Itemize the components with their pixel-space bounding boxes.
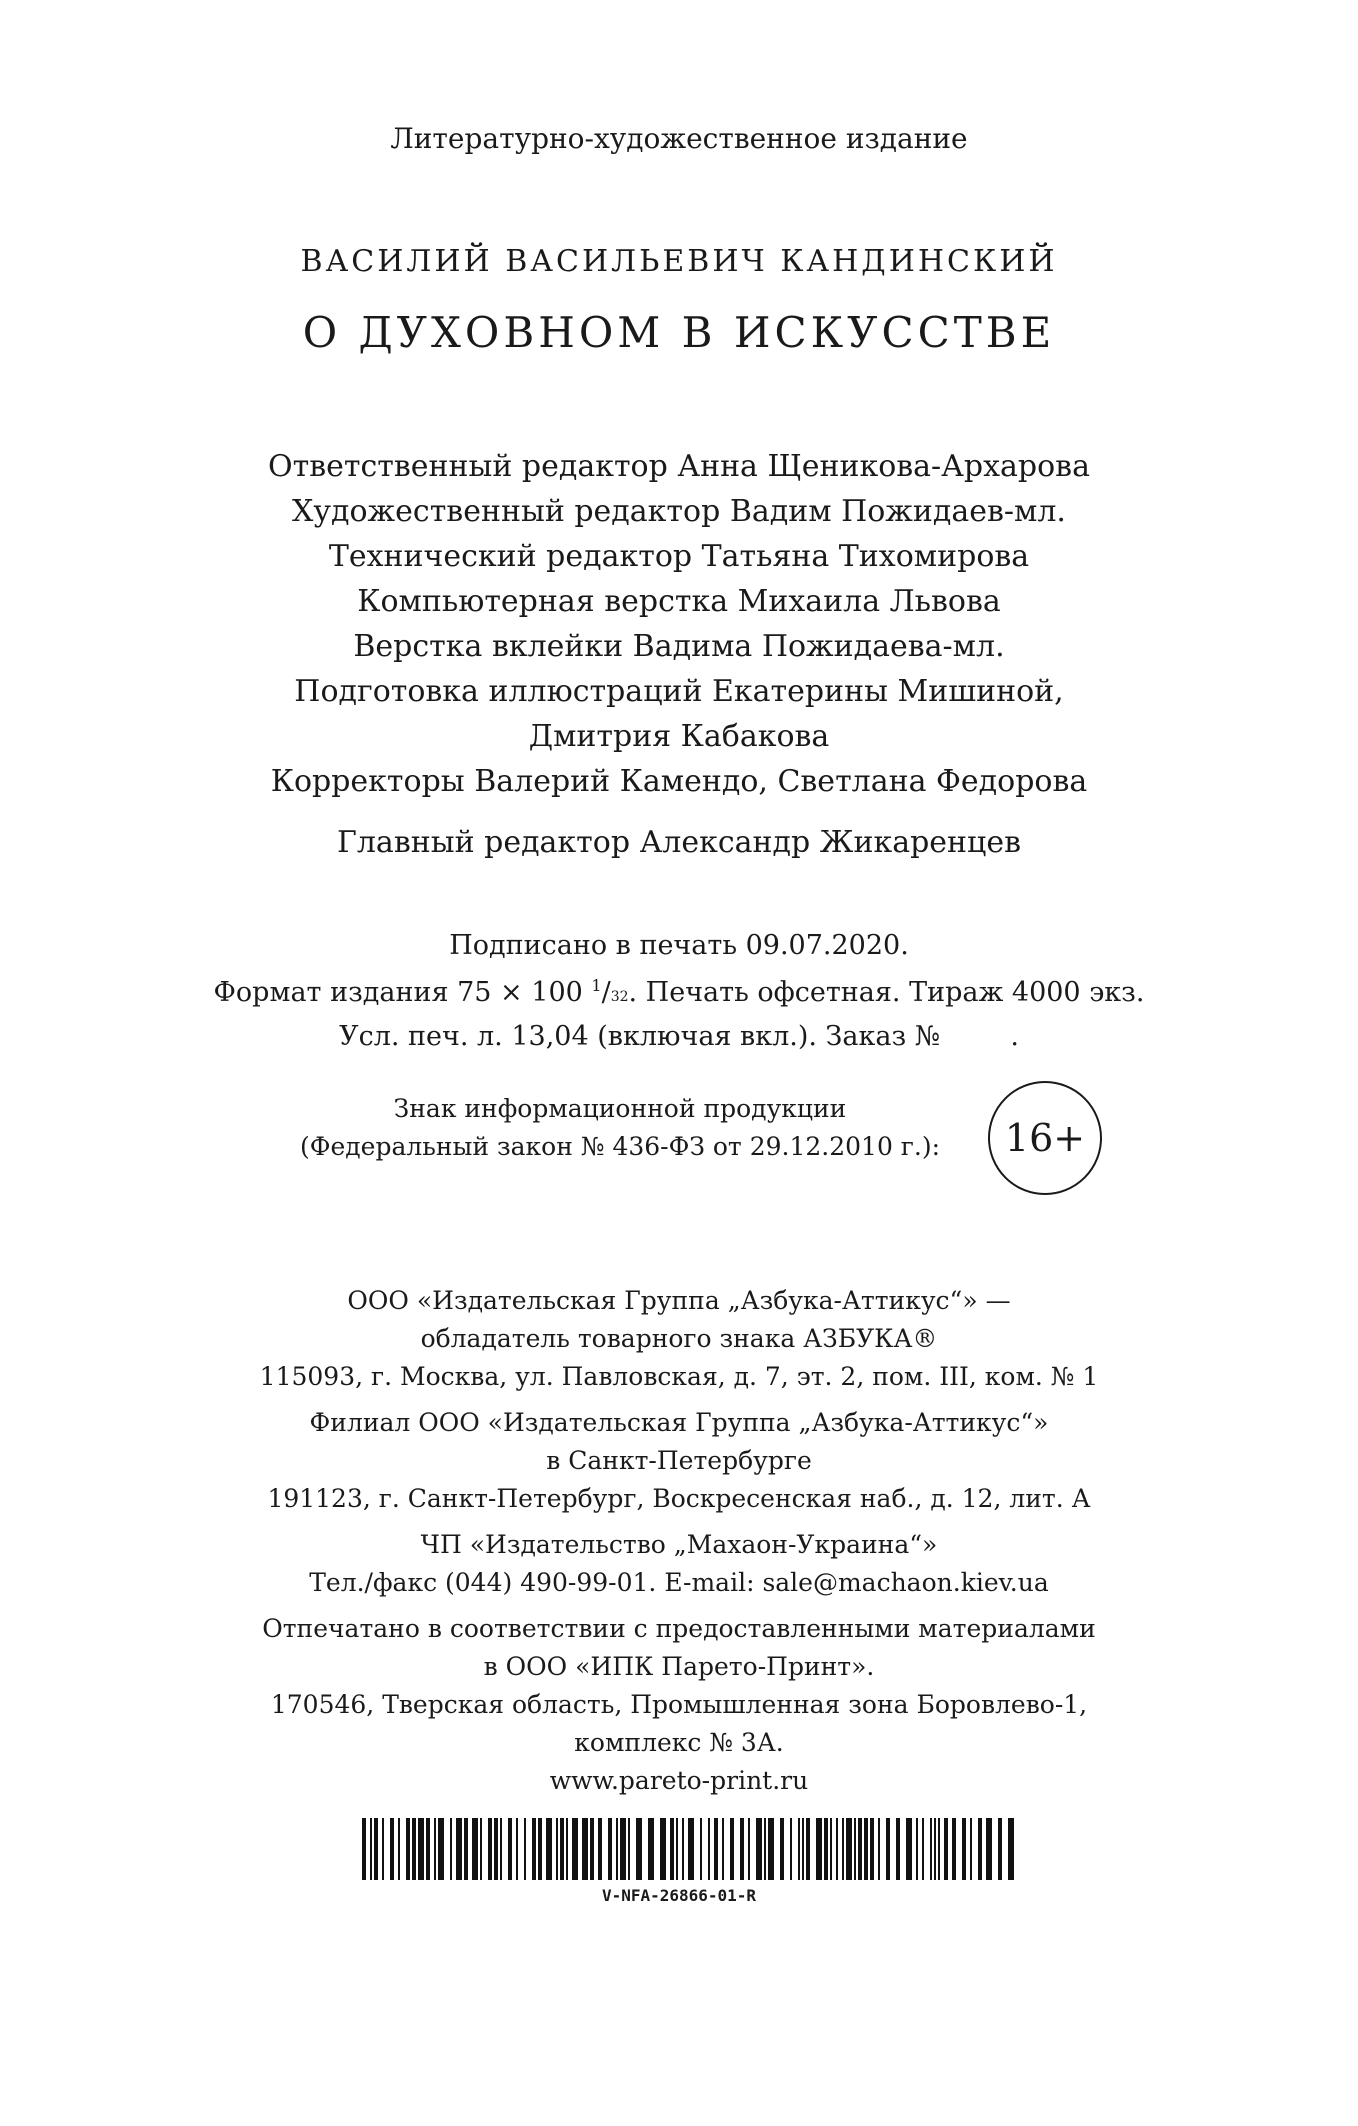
publisher-p4-line2: в ООО «ИПК Парето-Принт». — [483, 1652, 875, 1681]
barcode-bar — [370, 1818, 372, 1880]
barcode-bar — [878, 1818, 880, 1880]
barcode-bar — [660, 1818, 666, 1880]
barcode-bar — [362, 1818, 366, 1880]
barcode-bar — [780, 1818, 784, 1880]
barcode-bar — [756, 1818, 762, 1880]
layout-credit: Компьютерная верстка Михаила Львова — [357, 584, 1001, 619]
barcode-bar — [374, 1818, 378, 1880]
barcode-bar — [582, 1818, 588, 1880]
publisher-block — [0, 1282, 1358, 1800]
barcode-bar — [572, 1818, 578, 1880]
barcode-bar — [934, 1818, 936, 1880]
barcode-bar — [434, 1818, 436, 1880]
publisher-p2-line1: Филиал ООО «Издательская Группа „Азбука-Аттикус“» — [309, 1408, 1049, 1437]
barcode-bar — [962, 1818, 966, 1880]
barcode-bar — [494, 1818, 498, 1880]
barcode-bar — [1008, 1818, 1014, 1880]
barcode-bar — [930, 1818, 932, 1880]
barcode-bar — [508, 1818, 512, 1880]
barcode-bar — [648, 1818, 654, 1880]
age-rating-badge — [988, 1081, 1102, 1195]
publisher-p4-line3: 170546, Тверская область, Промышленная зона Боровлево-1, — [270, 1690, 1088, 1719]
format-prefix: Формат издания 75 × 100 — [213, 977, 592, 1008]
sheets-text: Усл. печ. л. 13,04 (включая вкл.). Заказ № — [339, 1021, 941, 1052]
barcode-bar — [418, 1818, 424, 1880]
print-info-block — [0, 926, 1358, 1057]
barcode-bar — [500, 1818, 502, 1880]
barcode-bar — [854, 1818, 856, 1880]
publisher-p2-line2: в Санкт-Петербурге — [546, 1446, 812, 1475]
barcode-bar — [608, 1818, 612, 1880]
illustrations-credit-line2: Дмитрия Кабакова — [528, 719, 830, 754]
barcode-bar — [836, 1818, 838, 1880]
age-rating-label-line1: Знак информационной продукции — [393, 1094, 847, 1123]
barcode-text: V-NFA-26866-01-R — [601, 1886, 757, 1905]
barcode-bar — [412, 1818, 416, 1880]
barcode-bar — [816, 1818, 822, 1880]
barcode-bar — [870, 1818, 874, 1880]
barcode-bar — [598, 1818, 602, 1880]
barcode-bar — [978, 1818, 982, 1880]
barcode-bar — [676, 1818, 678, 1880]
barcode-bar — [682, 1818, 684, 1880]
barcode-bar — [590, 1818, 594, 1880]
barcode-bar — [864, 1818, 868, 1880]
barcode-bar — [628, 1818, 630, 1880]
barcode-bar — [488, 1818, 492, 1880]
barcode-bar — [952, 1818, 956, 1880]
barcode-bar — [798, 1818, 800, 1880]
barcode-bar — [802, 1818, 804, 1880]
barcode-bar — [382, 1818, 384, 1880]
barcode-bar — [916, 1818, 918, 1880]
barcode-bar — [480, 1818, 482, 1880]
barcode-bar — [636, 1818, 642, 1880]
signed-date: Подписано в печать 09.07.2020. — [449, 930, 909, 961]
barcode — [362, 1818, 1018, 1880]
barcode-bar — [740, 1818, 744, 1880]
barcode-bar — [560, 1818, 564, 1880]
publisher-p1-line1: ООО «Издательская Группа „Азбука-Аттикус“» — — [347, 1286, 1011, 1315]
sheets-line — [0, 1017, 1358, 1057]
barcode-bar — [426, 1818, 430, 1880]
age-rating-label-line2: (Федеральный закон № 436-ФЗ от 29.12.2010 г.): — [299, 1132, 941, 1161]
barcode-bar — [456, 1818, 462, 1880]
publisher-p1-line3: 115093, г. Москва, ул. Павловская, д. 7, эт. 2, пом. III, ком. № 1 — [259, 1362, 1099, 1391]
barcode-bar — [886, 1818, 890, 1880]
barcode-bar — [714, 1818, 718, 1880]
proofreaders-credit: Корректоры Валерий Камендо, Светлана Федорова — [270, 764, 1088, 799]
barcode-bar — [846, 1818, 852, 1880]
barcode-bar — [538, 1818, 542, 1880]
barcode-bar — [858, 1818, 862, 1880]
format-suffix: . Печать офсетная. Тираж 4000 экз. — [628, 977, 1145, 1008]
barcode-bar — [688, 1818, 694, 1880]
credits-block — [0, 444, 1358, 865]
age-rating-value: 16+ — [1004, 1116, 1086, 1160]
barcode-bar — [616, 1818, 618, 1880]
barcode-bar — [532, 1818, 536, 1880]
barcode-bar — [556, 1818, 558, 1880]
publisher-p4-line1: Отпечатано в соответствии с предоставленными материалами — [262, 1614, 1096, 1643]
edition-type: Литературно-художественное издание — [390, 122, 968, 155]
barcode-bar — [722, 1818, 724, 1880]
publisher-p2-line3: 191123, г. Санкт-Петербург, Воскресенская наб., д. 12, лит. А — [267, 1484, 1091, 1513]
book-title: О ДУХОВНОМ В ИСКУССТВЕ — [302, 308, 1056, 357]
publisher-p4-line5: www.pareto-print.ru — [549, 1766, 809, 1795]
barcode-bar — [922, 1818, 924, 1880]
responsible-editor: Ответственный редактор Анна Щеникова-Архарова — [268, 449, 1090, 484]
barcode-bar — [406, 1818, 410, 1880]
barcode-bar — [730, 1818, 734, 1880]
publisher-p4-line4: комплекс № 3А. — [574, 1728, 784, 1757]
format-fraction-num: 1 — [591, 976, 602, 995]
barcode-bar — [464, 1818, 468, 1880]
format-fraction-den: 32 — [610, 989, 629, 1005]
barcode-bar — [790, 1818, 792, 1880]
barcode-bar — [438, 1818, 444, 1880]
barcode-bar — [842, 1818, 844, 1880]
sheets-end: . — [1010, 1021, 1019, 1052]
barcode-bar — [620, 1818, 626, 1880]
barcode-bar — [748, 1818, 750, 1880]
barcode-bar — [906, 1818, 912, 1880]
barcode-bar — [764, 1818, 766, 1880]
author-name: ВАСИЛИЙ ВАСИЛЬЕВИЧ КАНДИНСКИЙ — [300, 244, 1058, 279]
barcode-bar — [398, 1818, 400, 1880]
barcode-bar — [524, 1818, 526, 1880]
barcode-bar — [986, 1818, 992, 1880]
barcode-bar — [516, 1818, 518, 1880]
technical-editor: Технический редактор Татьяна Тихомирова — [328, 539, 1030, 574]
barcode-bar — [450, 1818, 452, 1880]
barcode-bar — [896, 1818, 900, 1880]
barcode-bar — [566, 1818, 568, 1880]
publisher-p3-line1: ЧП «Издательство „Махаон-Украина“» — [420, 1530, 938, 1559]
age-rating-label — [280, 1090, 960, 1166]
barcode-bar — [700, 1818, 702, 1880]
chief-editor: Главный редактор Александр Жикаренцев — [337, 825, 1021, 860]
barcode-bar — [806, 1818, 810, 1880]
publisher-p1-line2: обладатель товарного знака АЗБУКА® — [420, 1324, 938, 1353]
barcode-bar — [944, 1818, 948, 1880]
art-editor: Художественный редактор Вадим Пожидаев-мл. — [292, 494, 1066, 529]
barcode-bar — [768, 1818, 774, 1880]
barcode-bar — [830, 1818, 832, 1880]
insert-layout-credit: Верстка вклейки Вадима Пожидаева-мл. — [353, 629, 1005, 664]
illustrations-credit-line1: Подготовка иллюстраций Екатерины Мишиной, — [294, 674, 1064, 709]
barcode-bar — [970, 1818, 972, 1880]
barcode-bar — [546, 1818, 552, 1880]
barcode-bar — [824, 1818, 828, 1880]
barcode-bar — [938, 1818, 940, 1880]
barcode-bar — [708, 1818, 710, 1880]
barcode-bar — [670, 1818, 674, 1880]
format-line: Формат издания 75 × 100 $^1$/32. Печать офсетная. Тираж 4000 экз. — [213, 976, 1145, 1008]
barcode-bar — [998, 1818, 1002, 1880]
publisher-p3-line2: Тел./факс (044) 490-99-01. E-mail: sale@machaon.kiev.ua — [309, 1568, 1049, 1597]
barcode-bar — [472, 1818, 478, 1880]
barcode-bar — [390, 1818, 394, 1880]
